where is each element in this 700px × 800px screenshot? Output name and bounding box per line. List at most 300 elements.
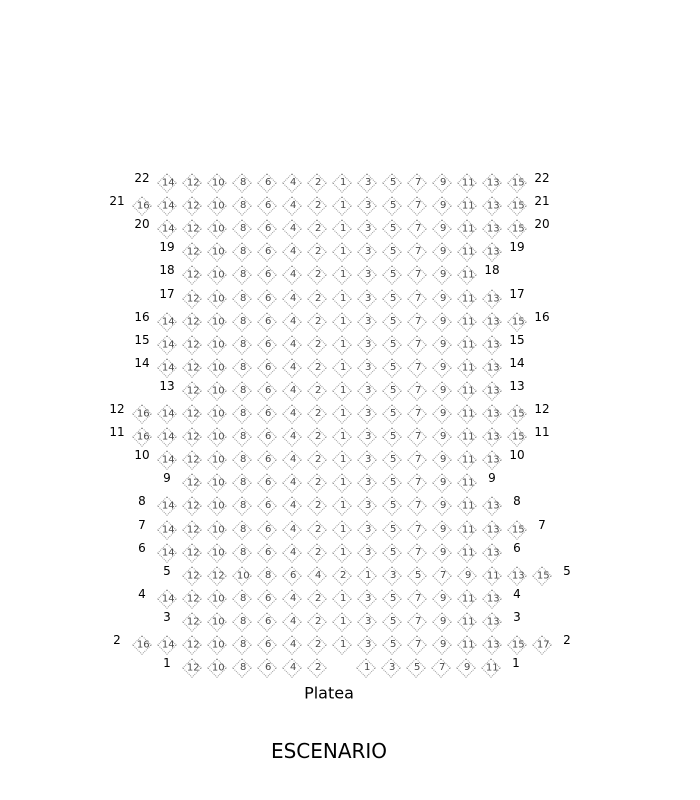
- seat[interactable]: [357, 589, 377, 609]
- seat[interactable]: [307, 589, 327, 609]
- seat[interactable]: [507, 219, 527, 239]
- seat[interactable]: [257, 566, 277, 586]
- seat[interactable]: [232, 265, 252, 285]
- seat[interactable]: [157, 219, 177, 239]
- seat[interactable]: [332, 289, 352, 309]
- seat[interactable]: [307, 219, 327, 239]
- seat[interactable]: [482, 335, 502, 355]
- seat[interactable]: [207, 312, 227, 332]
- seat[interactable]: [257, 520, 277, 540]
- seat[interactable]: [507, 173, 527, 193]
- seat[interactable]: [257, 658, 277, 678]
- seat[interactable]: [307, 543, 327, 563]
- seat[interactable]: [457, 404, 477, 424]
- seat[interactable]: [432, 358, 452, 378]
- seat[interactable]: [482, 196, 502, 216]
- seat[interactable]: [457, 196, 477, 216]
- seat[interactable]: [232, 473, 252, 493]
- seat[interactable]: [357, 242, 377, 262]
- seat[interactable]: [157, 358, 177, 378]
- seat[interactable]: [257, 265, 277, 285]
- seat[interactable]: [457, 219, 477, 239]
- seat[interactable]: [207, 173, 227, 193]
- seat[interactable]: [307, 289, 327, 309]
- seat[interactable]: [432, 427, 452, 447]
- seat[interactable]: [232, 381, 252, 401]
- seat[interactable]: [507, 196, 527, 216]
- seat[interactable]: [407, 242, 427, 262]
- seat[interactable]: [207, 473, 227, 493]
- seat[interactable]: [407, 473, 427, 493]
- seat[interactable]: [182, 404, 202, 424]
- seat[interactable]: [257, 219, 277, 239]
- seat[interactable]: [257, 496, 277, 516]
- seat[interactable]: [456, 658, 476, 678]
- seat[interactable]: [407, 612, 427, 632]
- seat[interactable]: [382, 289, 402, 309]
- seat[interactable]: [282, 358, 302, 378]
- seat[interactable]: [382, 566, 402, 586]
- seat[interactable]: [407, 404, 427, 424]
- seat[interactable]: [257, 242, 277, 262]
- seat[interactable]: [407, 520, 427, 540]
- seat[interactable]: [432, 219, 452, 239]
- seat[interactable]: [282, 242, 302, 262]
- seat[interactable]: [382, 404, 402, 424]
- seat[interactable]: [382, 335, 402, 355]
- seat[interactable]: [157, 404, 177, 424]
- seat[interactable]: [407, 450, 427, 470]
- seat[interactable]: [332, 335, 352, 355]
- seat[interactable]: [382, 242, 402, 262]
- seat[interactable]: [157, 520, 177, 540]
- seat[interactable]: [382, 219, 402, 239]
- seat[interactable]: [407, 265, 427, 285]
- seat[interactable]: [232, 219, 252, 239]
- seat[interactable]: [457, 520, 477, 540]
- seat[interactable]: [232, 242, 252, 262]
- seat[interactable]: [182, 450, 202, 470]
- seat[interactable]: [357, 381, 377, 401]
- seat[interactable]: [257, 450, 277, 470]
- seat[interactable]: [432, 173, 452, 193]
- seat[interactable]: [482, 289, 502, 309]
- seat[interactable]: [432, 381, 452, 401]
- seat[interactable]: [482, 358, 502, 378]
- seat[interactable]: [282, 496, 302, 516]
- seat[interactable]: [457, 612, 477, 632]
- seat[interactable]: [182, 358, 202, 378]
- seat[interactable]: [382, 496, 402, 516]
- seat[interactable]: [307, 473, 327, 493]
- seat[interactable]: [357, 543, 377, 563]
- seat[interactable]: [307, 173, 327, 193]
- seat[interactable]: [432, 312, 452, 332]
- seat[interactable]: [207, 219, 227, 239]
- seat[interactable]: [282, 589, 302, 609]
- seat[interactable]: [232, 335, 252, 355]
- seat[interactable]: [382, 381, 402, 401]
- seat[interactable]: [407, 358, 427, 378]
- seat[interactable]: [182, 312, 202, 332]
- seat[interactable]: [282, 658, 302, 678]
- seat[interactable]: [432, 612, 452, 632]
- seat[interactable]: [207, 520, 227, 540]
- seat[interactable]: [307, 427, 327, 447]
- seat[interactable]: [157, 196, 177, 216]
- seat[interactable]: [207, 589, 227, 609]
- seat[interactable]: [482, 219, 502, 239]
- seat[interactable]: [407, 635, 427, 655]
- seat[interactable]: [207, 427, 227, 447]
- seat[interactable]: [432, 289, 452, 309]
- seat[interactable]: [232, 658, 252, 678]
- seat[interactable]: [282, 635, 302, 655]
- seat[interactable]: [282, 335, 302, 355]
- seat[interactable]: [357, 635, 377, 655]
- seat[interactable]: [182, 242, 202, 262]
- seat[interactable]: [332, 566, 352, 586]
- seat[interactable]: [457, 496, 477, 516]
- seat[interactable]: [382, 543, 402, 563]
- seat[interactable]: [307, 658, 327, 678]
- seat[interactable]: [382, 635, 402, 655]
- seat[interactable]: [332, 635, 352, 655]
- seat[interactable]: [432, 635, 452, 655]
- seat[interactable]: [457, 173, 477, 193]
- seat[interactable]: [382, 520, 402, 540]
- seat[interactable]: [257, 358, 277, 378]
- seat[interactable]: [207, 496, 227, 516]
- seat[interactable]: [282, 473, 302, 493]
- seat[interactable]: [457, 450, 477, 470]
- seat[interactable]: [207, 450, 227, 470]
- seat[interactable]: [307, 404, 327, 424]
- seat[interactable]: [407, 381, 427, 401]
- seat[interactable]: [382, 473, 402, 493]
- seat[interactable]: [532, 635, 552, 655]
- seat[interactable]: [332, 358, 352, 378]
- seat[interactable]: [282, 427, 302, 447]
- seat[interactable]: [482, 404, 502, 424]
- seat[interactable]: [332, 427, 352, 447]
- seat[interactable]: [432, 265, 452, 285]
- seat[interactable]: [507, 312, 527, 332]
- seat[interactable]: [407, 219, 427, 239]
- seat[interactable]: [507, 566, 527, 586]
- seat[interactable]: [257, 635, 277, 655]
- seat[interactable]: [357, 496, 377, 516]
- seat[interactable]: [207, 612, 227, 632]
- seat[interactable]: [407, 173, 427, 193]
- seat[interactable]: [357, 520, 377, 540]
- seat[interactable]: [207, 265, 227, 285]
- seat[interactable]: [232, 289, 252, 309]
- seat[interactable]: [482, 427, 502, 447]
- seat[interactable]: [332, 496, 352, 516]
- seat[interactable]: [357, 612, 377, 632]
- seat[interactable]: [257, 612, 277, 632]
- seat[interactable]: [357, 404, 377, 424]
- seat[interactable]: [407, 589, 427, 609]
- seat[interactable]: [407, 427, 427, 447]
- seat[interactable]: [232, 589, 252, 609]
- seat[interactable]: [257, 173, 277, 193]
- seat[interactable]: [332, 219, 352, 239]
- seat[interactable]: [382, 358, 402, 378]
- seat[interactable]: [257, 196, 277, 216]
- seat[interactable]: [482, 543, 502, 563]
- seat[interactable]: [482, 520, 502, 540]
- seat[interactable]: [432, 404, 452, 424]
- seat[interactable]: [457, 381, 477, 401]
- seat[interactable]: [282, 520, 302, 540]
- seat[interactable]: [182, 496, 202, 516]
- seat[interactable]: [282, 381, 302, 401]
- seat[interactable]: [357, 219, 377, 239]
- seat[interactable]: [182, 427, 202, 447]
- seat[interactable]: [307, 312, 327, 332]
- seat[interactable]: [157, 589, 177, 609]
- seat[interactable]: [232, 196, 252, 216]
- seat[interactable]: [457, 335, 477, 355]
- seat[interactable]: [407, 335, 427, 355]
- seat[interactable]: [132, 635, 152, 655]
- seat[interactable]: [157, 173, 177, 193]
- seat[interactable]: [357, 450, 377, 470]
- seat[interactable]: [207, 289, 227, 309]
- seat[interactable]: [132, 427, 152, 447]
- seat[interactable]: [307, 335, 327, 355]
- seat[interactable]: [357, 173, 377, 193]
- seat[interactable]: [357, 566, 377, 586]
- seat[interactable]: [282, 543, 302, 563]
- seat[interactable]: [357, 196, 377, 216]
- seat[interactable]: [407, 196, 427, 216]
- seat[interactable]: [407, 566, 427, 586]
- seat[interactable]: [482, 589, 502, 609]
- seat[interactable]: [357, 335, 377, 355]
- seat[interactable]: [282, 450, 302, 470]
- seat[interactable]: [432, 543, 452, 563]
- seat[interactable]: [482, 496, 502, 516]
- seat[interactable]: [307, 358, 327, 378]
- seat[interactable]: [406, 658, 426, 678]
- seat[interactable]: [482, 566, 502, 586]
- seat[interactable]: [482, 312, 502, 332]
- seat[interactable]: [457, 289, 477, 309]
- seat[interactable]: [232, 173, 252, 193]
- seat[interactable]: [207, 635, 227, 655]
- seat[interactable]: [432, 520, 452, 540]
- seat[interactable]: [457, 543, 477, 563]
- seat[interactable]: [507, 427, 527, 447]
- seat[interactable]: [232, 358, 252, 378]
- seat[interactable]: [307, 635, 327, 655]
- seat[interactable]: [481, 658, 501, 678]
- seat[interactable]: [182, 219, 202, 239]
- seat[interactable]: [307, 242, 327, 262]
- seat[interactable]: [382, 589, 402, 609]
- seat[interactable]: [432, 450, 452, 470]
- seat[interactable]: [182, 473, 202, 493]
- seat[interactable]: [232, 543, 252, 563]
- seat[interactable]: [157, 335, 177, 355]
- seat[interactable]: [282, 173, 302, 193]
- seat[interactable]: [332, 265, 352, 285]
- seat[interactable]: [207, 242, 227, 262]
- seat[interactable]: [382, 312, 402, 332]
- seat[interactable]: [257, 543, 277, 563]
- seat[interactable]: [182, 612, 202, 632]
- seat[interactable]: [532, 566, 552, 586]
- seat[interactable]: [282, 404, 302, 424]
- seat[interactable]: [207, 658, 227, 678]
- seat[interactable]: [282, 265, 302, 285]
- seat[interactable]: [207, 358, 227, 378]
- seat[interactable]: [132, 196, 152, 216]
- seat[interactable]: [232, 520, 252, 540]
- seat[interactable]: [457, 473, 477, 493]
- seat[interactable]: [332, 173, 352, 193]
- seat[interactable]: [232, 427, 252, 447]
- seat[interactable]: [332, 543, 352, 563]
- seat[interactable]: [432, 242, 452, 262]
- seat[interactable]: [332, 450, 352, 470]
- seat[interactable]: [182, 566, 202, 586]
- seat[interactable]: [432, 566, 452, 586]
- seat[interactable]: [357, 289, 377, 309]
- seat[interactable]: [207, 543, 227, 563]
- seat[interactable]: [432, 196, 452, 216]
- seat[interactable]: [282, 612, 302, 632]
- seat[interactable]: [282, 196, 302, 216]
- seat[interactable]: [381, 658, 401, 678]
- seat[interactable]: [357, 265, 377, 285]
- seat[interactable]: [207, 335, 227, 355]
- seat[interactable]: [232, 312, 252, 332]
- seat[interactable]: [307, 450, 327, 470]
- seat[interactable]: [457, 312, 477, 332]
- seat[interactable]: [257, 404, 277, 424]
- seat[interactable]: [457, 635, 477, 655]
- seat[interactable]: [332, 381, 352, 401]
- seat[interactable]: [507, 635, 527, 655]
- seat[interactable]: [432, 335, 452, 355]
- seat[interactable]: [307, 496, 327, 516]
- seat[interactable]: [257, 589, 277, 609]
- seat[interactable]: [182, 335, 202, 355]
- seat[interactable]: [182, 543, 202, 563]
- seat[interactable]: [507, 520, 527, 540]
- seat[interactable]: [307, 381, 327, 401]
- seat[interactable]: [282, 566, 302, 586]
- seat[interactable]: [457, 242, 477, 262]
- seat[interactable]: [457, 358, 477, 378]
- seat[interactable]: [182, 265, 202, 285]
- seat[interactable]: [257, 335, 277, 355]
- seat[interactable]: [432, 473, 452, 493]
- seat[interactable]: [382, 450, 402, 470]
- seat[interactable]: [482, 612, 502, 632]
- seat[interactable]: [307, 196, 327, 216]
- seat[interactable]: [457, 265, 477, 285]
- seat[interactable]: [507, 404, 527, 424]
- seat[interactable]: [157, 635, 177, 655]
- seat[interactable]: [157, 450, 177, 470]
- seat[interactable]: [431, 658, 451, 678]
- seat[interactable]: [457, 589, 477, 609]
- seat[interactable]: [207, 196, 227, 216]
- seat[interactable]: [382, 196, 402, 216]
- seat[interactable]: [332, 242, 352, 262]
- seat[interactable]: [307, 520, 327, 540]
- seat[interactable]: [157, 543, 177, 563]
- seat[interactable]: [182, 589, 202, 609]
- seat[interactable]: [482, 450, 502, 470]
- seat[interactable]: [257, 312, 277, 332]
- seat[interactable]: [432, 589, 452, 609]
- seat[interactable]: [182, 289, 202, 309]
- seat[interactable]: [457, 427, 477, 447]
- seat[interactable]: [457, 566, 477, 586]
- seat[interactable]: [157, 312, 177, 332]
- seat[interactable]: [182, 173, 202, 193]
- seat[interactable]: [332, 404, 352, 424]
- seat[interactable]: [207, 404, 227, 424]
- seat[interactable]: [357, 312, 377, 332]
- seat[interactable]: [182, 520, 202, 540]
- seat[interactable]: [332, 520, 352, 540]
- seat[interactable]: [382, 265, 402, 285]
- seat[interactable]: [407, 289, 427, 309]
- seat[interactable]: [407, 312, 427, 332]
- seat[interactable]: [282, 219, 302, 239]
- seat[interactable]: [432, 496, 452, 516]
- seat[interactable]: [307, 566, 327, 586]
- seat[interactable]: [357, 427, 377, 447]
- seat[interactable]: [332, 612, 352, 632]
- seat[interactable]: [157, 496, 177, 516]
- seat[interactable]: [382, 173, 402, 193]
- seat[interactable]: [132, 404, 152, 424]
- seat[interactable]: [357, 358, 377, 378]
- seat[interactable]: [207, 566, 227, 586]
- seat[interactable]: [382, 612, 402, 632]
- seat[interactable]: [482, 381, 502, 401]
- seat[interactable]: [407, 543, 427, 563]
- seat[interactable]: [257, 473, 277, 493]
- seat[interactable]: [257, 289, 277, 309]
- seat[interactable]: [257, 427, 277, 447]
- seat[interactable]: [232, 612, 252, 632]
- seat[interactable]: [356, 658, 376, 678]
- seat[interactable]: [482, 173, 502, 193]
- seat[interactable]: [182, 381, 202, 401]
- seat[interactable]: [182, 196, 202, 216]
- seat[interactable]: [332, 312, 352, 332]
- seat[interactable]: [482, 242, 502, 262]
- seat[interactable]: [232, 496, 252, 516]
- seat[interactable]: [182, 635, 202, 655]
- seat[interactable]: [182, 658, 202, 678]
- seat[interactable]: [257, 381, 277, 401]
- seat[interactable]: [332, 196, 352, 216]
- seat[interactable]: [407, 496, 427, 516]
- seat[interactable]: [332, 473, 352, 493]
- seat[interactable]: [307, 612, 327, 632]
- seat[interactable]: [307, 265, 327, 285]
